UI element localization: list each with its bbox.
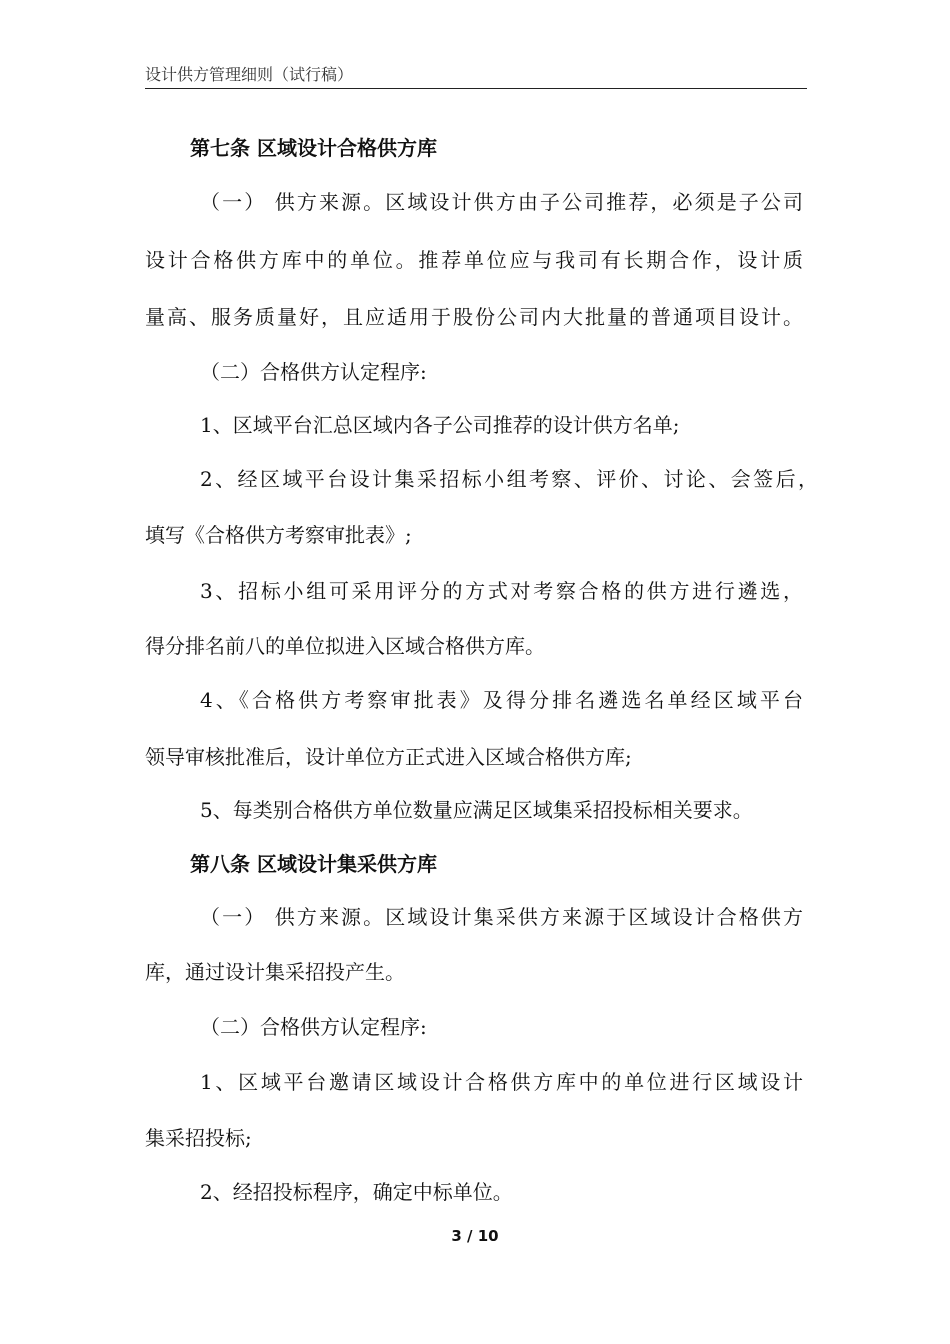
paragraph-line: 5、每类别合格供方单位数量应满足区域集采招投标相关要求。: [200, 798, 753, 822]
paragraph-line: （一） 供方来源。区域设计供方由子公司推荐，必须是子公司: [200, 190, 803, 214]
paragraph-line: 集采招投标;: [145, 1126, 252, 1150]
paragraph-line: 1、区域平台邀请区域设计合格供方库中的单位进行区域设计: [200, 1070, 803, 1094]
article-8-heading: 第八条 区域设计集采供方库: [190, 852, 437, 876]
paragraph-line: （二）合格供方认定程序:: [200, 360, 427, 384]
paragraph-line: 4、《合格供方考察审批表》及得分排名遴选名单经区域平台: [200, 688, 803, 712]
running-header: 设计供方管理细则（试行稿）: [145, 65, 354, 84]
article-7-heading: 第七条 区域设计合格供方库: [190, 136, 437, 160]
paragraph-line: 量高、服务质量好，且应适用于股份公司内大批量的普通项目设计。: [145, 305, 803, 329]
paragraph-line: 2、经招投标程序，确定中标单位。: [200, 1180, 513, 1204]
header-rule: [145, 88, 807, 89]
paragraph-line: （一） 供方来源。区域设计集采供方来源于区域设计合格供方: [200, 905, 803, 929]
paragraph-line: 3、招标小组可采用评分的方式对考察合格的供方进行遴选，: [200, 579, 803, 603]
paragraph-line: 填写《合格供方考察审批表》;: [145, 523, 412, 547]
paragraph-line: 得分排名前八的单位拟进入区域合格供方库。: [145, 634, 545, 658]
paragraph-line: 1、区域平台汇总区域内各子公司推荐的设计供方名单;: [200, 413, 680, 437]
paragraph-line: 领导审核批准后，设计单位方正式进入区域合格供方库;: [145, 745, 632, 769]
paragraph-line: 库，通过设计集采招投产生。: [145, 960, 405, 984]
page-number: 3 / 10: [451, 1227, 499, 1245]
paragraph-line: （二）合格供方认定程序:: [200, 1015, 427, 1039]
paragraph-line: 2、经区域平台设计集采招标小组考察、评价、讨论、会签后，: [200, 467, 818, 491]
paragraph-line: 设计合格供方库中的单位。推荐单位应与我司有长期合作，设计质: [145, 248, 803, 272]
